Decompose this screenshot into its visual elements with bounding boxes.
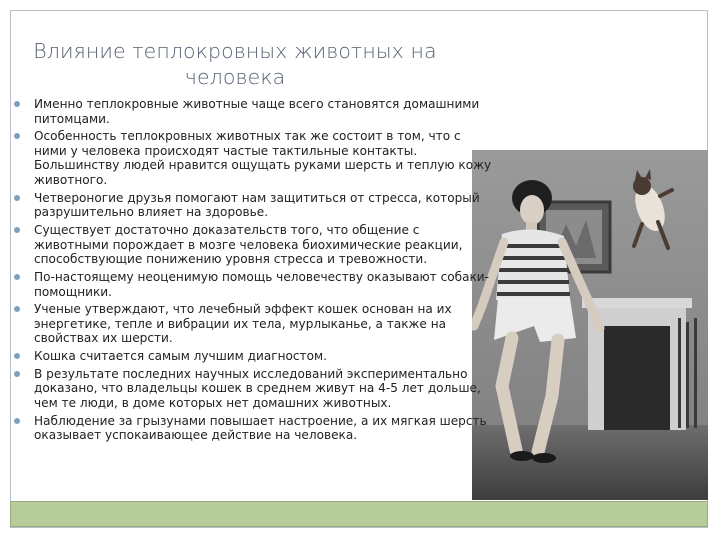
- bullet-icon: [14, 133, 20, 139]
- bullet-icon: [14, 353, 20, 359]
- footer-bar: [10, 501, 708, 527]
- bullet-icon: [14, 274, 20, 280]
- list-item: [14, 414, 492, 443]
- slide-title-line-1: Влияние теплокровных животных на: [33, 39, 437, 63]
- list-item: [14, 270, 492, 299]
- list-item-text: Четвероногие друзья помогают нам защититься от стресса, который разрушительно влияет на здоровье.: [34, 190, 480, 220]
- list-item-text: Кошка считается самым лучшим диагностом.: [34, 349, 327, 364]
- list-item: [14, 97, 492, 126]
- bullet-icon: [14, 195, 20, 201]
- list-item: [14, 223, 492, 267]
- slide-title: [0, 38, 470, 90]
- bullet-icon: [14, 101, 20, 107]
- list-item: [14, 367, 492, 411]
- list-item: [14, 302, 492, 346]
- list-item-text: Особенность теплокровных животных так же состоит в том, что с ними у человека происходят частые тактильные контакты. Большинству людей нравится ощущать руками шерсть и теплую кожу животного.: [34, 129, 492, 188]
- list-item: [14, 349, 492, 364]
- bullet-list: [14, 97, 492, 446]
- bullet-icon: [14, 418, 20, 424]
- list-item-text: Наблюдение за грызунами повышает настроение, а их мягкая шерсть оказывает успокаивающее действие на человека.: [34, 413, 487, 443]
- list-item: [14, 129, 492, 187]
- bullet-icon: [14, 227, 20, 233]
- photo-illustration: [472, 150, 708, 500]
- bullet-icon: [14, 371, 20, 377]
- list-item-text: Именно теплокровные животные чаще всего становятся домашними питомцами.: [34, 97, 480, 126]
- list-item-text: В результате последних научных исследований экспериментально доказано, что владельцы кошек в среднем живут на 4-5 лет дольше, чем те люди, в доме которых нет домашних животных.: [34, 366, 481, 410]
- list-item-text: Ученые утверждают, что лечебный эффект кошек основан на их энергетике, тепле и вибрации их тела, мурлыканье, а также на свойствах их шерсти.: [34, 302, 452, 346]
- slide-title-line-2: человека: [184, 65, 286, 89]
- list-item-text: Существует достаточно доказательств того, что общение с животными порождает в мозге человека биохимические реакции, способствующие понижению уровня стресса и тревожности.: [34, 223, 463, 267]
- list-item-text: По-настоящему неоценимую помощь человечеству оказывают собаки-помощники.: [34, 269, 490, 299]
- photo-woman-with-cat: [472, 150, 708, 500]
- list-item: [14, 191, 492, 220]
- bullet-icon: [14, 306, 20, 312]
